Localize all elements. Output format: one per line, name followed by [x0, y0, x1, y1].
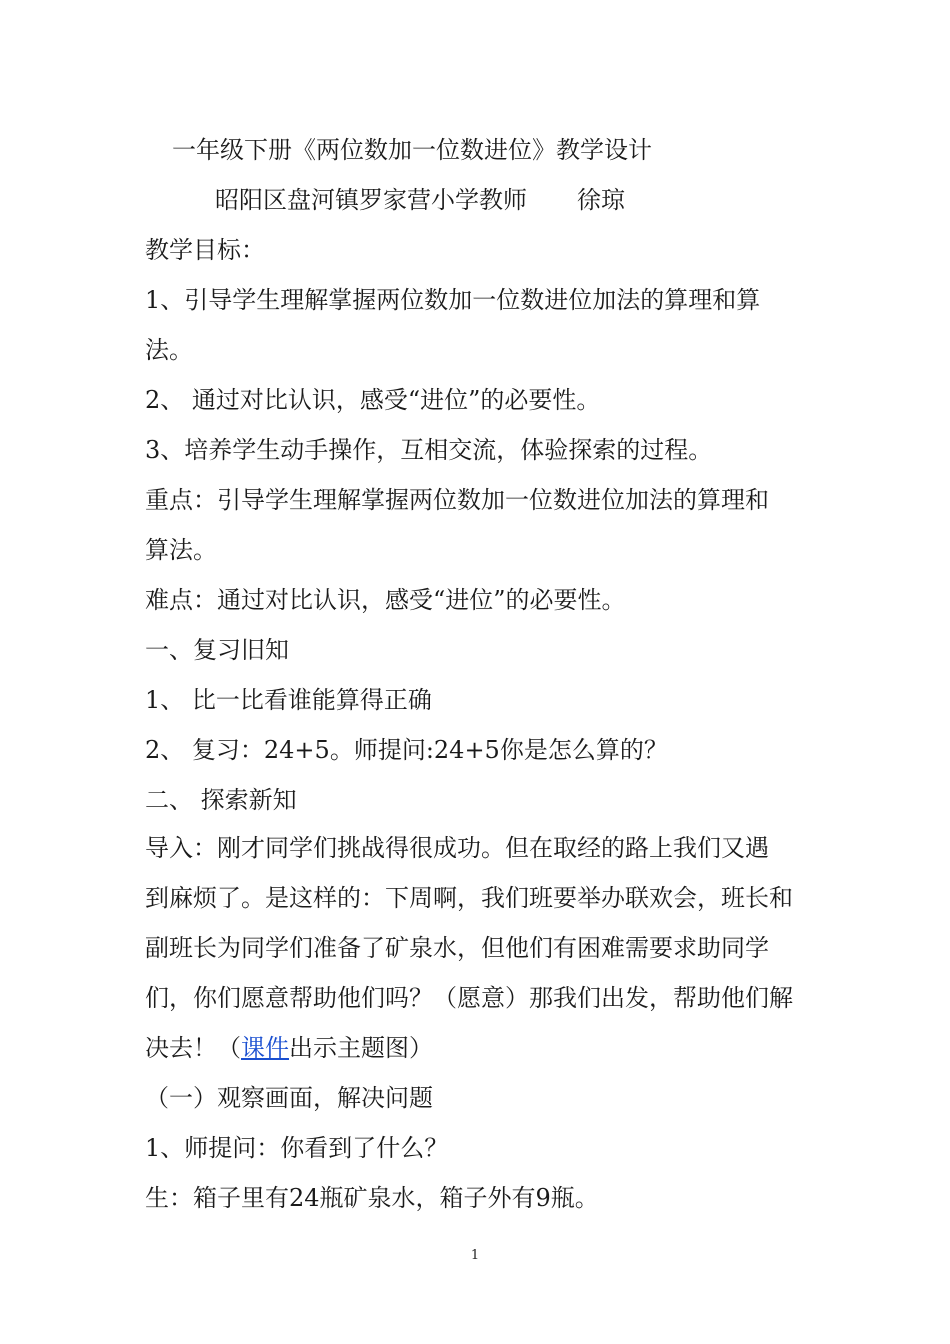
- text-line: 2、 复习：24+5。师提问:24+5你是怎么算的？: [145, 736, 668, 764]
- text-line: 1、引导学生理解掌握两位数加一位数进位加法的算理和算: [145, 286, 761, 314]
- author-line: [215, 185, 895, 215]
- text-line: 们，你们愿意帮助他们吗？（愿意）那我们出发，帮助他们解: [145, 984, 793, 1012]
- document-title: 一年级下册《两位数加一位数进位》教学设计: [172, 136, 652, 164]
- section-heading: 二、 探索新知: [145, 786, 297, 814]
- courseware-line: [145, 1033, 825, 1063]
- author-school: 昭阳区盘河镇罗家营小学教师: [215, 186, 527, 214]
- text-line: 教学目标：: [145, 236, 265, 264]
- text-line: 导入：刚才同学们挑战得很成功。但在取经的路上我们又遇: [145, 834, 769, 862]
- text-line: 2、 通过对比认识，感受“进位”的必要性。: [145, 386, 601, 414]
- text-line: 副班长为同学们准备了矿泉水，但他们有困难需要求助同学: [145, 934, 769, 962]
- text-line: 重点：引导学生理解掌握两位数加一位数进位加法的算理和: [145, 486, 769, 514]
- text-line: 1、 比一比看谁能算得正确: [145, 686, 432, 714]
- text-line: 法。: [145, 336, 193, 364]
- text-line: 算法。: [145, 536, 217, 564]
- text-line: 3、培养学生动手操作，互相交流，体验探索的过程。: [145, 436, 713, 464]
- author-name: 徐琼: [577, 186, 625, 214]
- text-line: 1、师提问：你看到了什么？: [145, 1134, 449, 1162]
- section-heading: 一、复习旧知: [145, 636, 289, 664]
- text-line: 难点：通过对比认识，感受“进位”的必要性。: [145, 586, 626, 614]
- courseware-link[interactable]: 课件: [241, 1034, 289, 1062]
- courseware-before: 决去！（: [145, 1034, 241, 1062]
- text-line: 到麻烦了。是这样的：下周啊，我们班要举办联欢会，班长和: [145, 884, 793, 912]
- courseware-after: 出示主题图）: [289, 1034, 433, 1062]
- subsection-heading: （一）观察画面，解决问题: [145, 1084, 433, 1112]
- page-number: 1: [470, 1248, 480, 1263]
- text-line: 生：箱子里有24瓶矿泉水，箱子外有9瓶。: [145, 1184, 599, 1212]
